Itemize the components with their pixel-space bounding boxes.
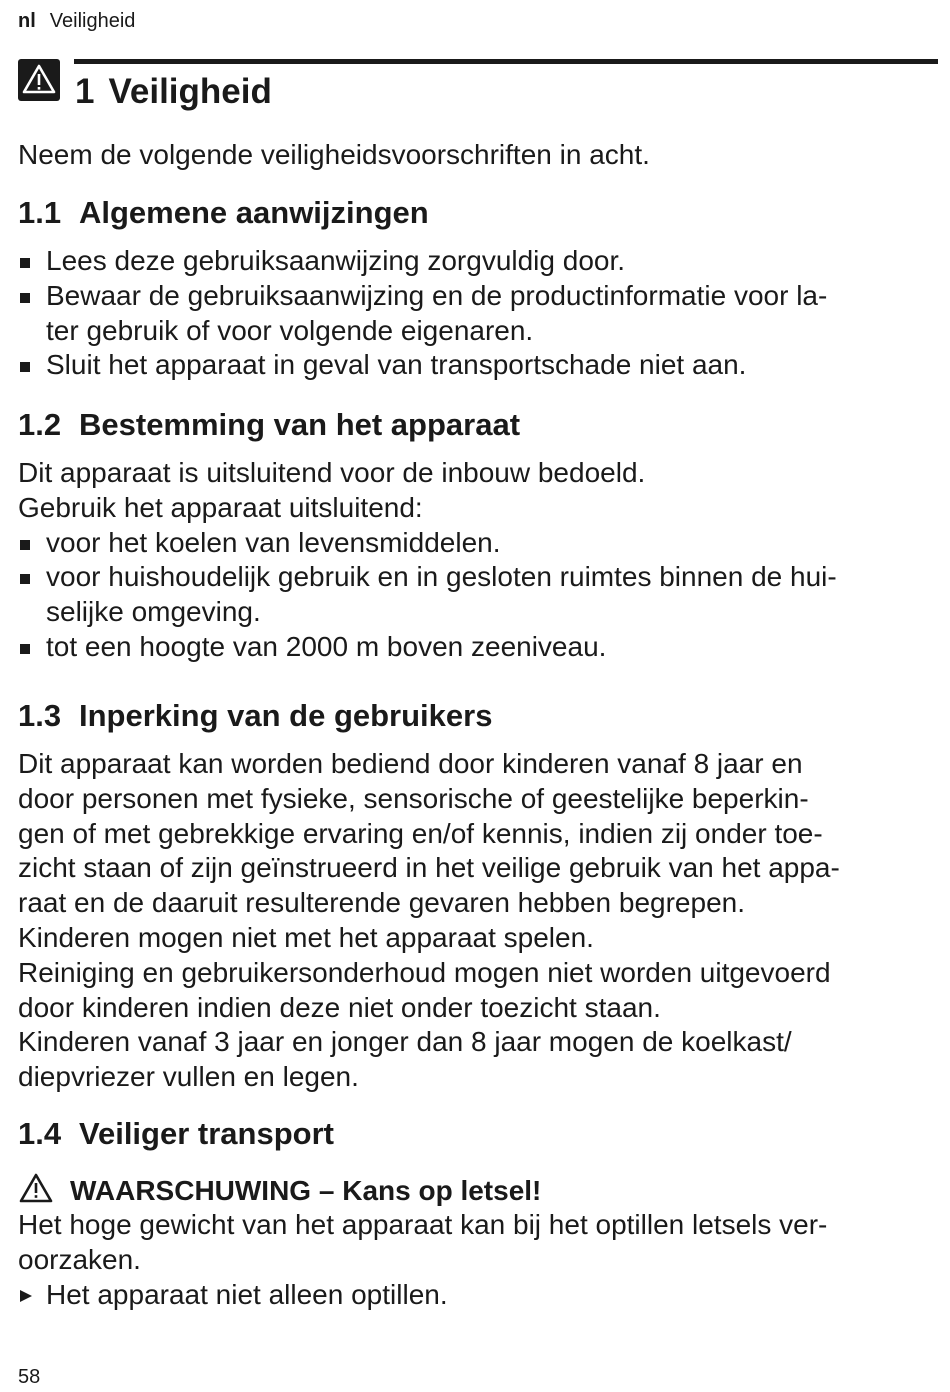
chapter-number: 1 [75,72,95,111]
text-line: Het hoge gewicht van het apparaat kan bij het optillen letsels ver- [18,1209,828,1240]
section-heading-1-1 [18,194,429,232]
intended-use-list [18,526,938,665]
general-instructions-list [18,244,938,383]
text-line: Reiniging en gebruikersonderhoud mogen niet worden uitgevoerd [18,956,831,988]
intro-text [18,138,938,173]
warning-triangle-icon [18,1172,54,1204]
text-line: raat en de daaruit resulterende gevaren hebben begrepen. [18,887,745,919]
section-number: 1.1 [18,195,62,230]
section-1-3-body [18,747,938,1095]
bullet-icon [20,362,30,372]
list-item: Lees deze gebruiksaanwijzing zorgvuldig door. [18,244,938,279]
warning-triangle-icon [18,59,60,101]
text-line: Dit apparaat kan worden bediend door kinderen vanaf 8 jaar en [18,748,803,779]
chapter-title-text: Veiligheid [108,72,272,111]
chapter-title [75,70,272,114]
section-heading-1-3 [18,697,492,735]
bullet-icon [20,293,30,303]
section-number: 1.2 [18,407,62,442]
text-line: zicht staan of zijn geïnstrueerd in het veilige gebruik van het appa- [18,852,840,884]
section-title: Bestemming van het apparaat [79,407,521,442]
running-header [18,10,135,33]
warning-heading [18,1172,541,1209]
chapter-rule [74,59,938,64]
list-item: Sluit het apparaat in geval van transportschade niet aan. [18,348,938,383]
paragraph: Gebruik het apparaat uitsluitend: [18,491,423,523]
section-1-4-body [18,1208,938,1312]
list-item: voor huishoudelijk gebruik en in gesloten ruimtes binnen de hui- selijke omgeving. [18,560,938,630]
section-heading-1-2 [18,406,520,444]
section-title: Inperking van de gebruikers [79,698,493,733]
page-number: 58 [18,1366,41,1388]
paragraph: Dit apparaat is uitsluitend voor de inbouw bedoeld. [18,457,646,488]
running-header-section: Veiligheid [49,10,136,32]
text-line: door personen met fysieke, sensorische of geestelijke beperkin- [18,782,809,814]
warning-text: WAARSCHUWING – Kans op letsel! [70,1175,542,1206]
section-1-1-body [18,244,938,383]
action-list [18,1278,938,1313]
intro-paragraph: Neem de volgende veiligheidsvoorschriften in acht. [18,139,650,170]
bullet-icon [20,574,30,584]
text-line: Kinderen mogen niet met het apparaat spelen. [18,921,594,953]
bullet-icon [20,540,30,550]
text-line: door kinderen indien deze niet onder toezicht staan. [18,991,661,1023]
arrow-right-icon [20,1290,32,1302]
text-line: gen of met gebrekkige ervaring en/of kennis, indien zij onder toe- [18,817,823,849]
section-title: Algemene aanwijzingen [79,195,429,230]
list-item: voor het koelen van levensmiddelen. [18,526,938,561]
bullet-icon [20,258,30,268]
text-line: Kinderen vanaf 3 jaar en jonger dan 8 jaar mogen de koelkast/ [18,1026,792,1058]
section-title: Veiliger transport [79,1116,334,1151]
text-line: diepvriezer vullen en legen. [18,1061,359,1093]
section-number: 1.4 [18,1116,62,1151]
list-item: tot een hoogte van 2000 m boven zeeniveau. [18,630,938,665]
language-code: nl [18,10,36,32]
list-item: Bewaar de gebruiksaanwijzing en de productinformatie voor la- ter gebruik of voor volgende eigenaren. [18,279,938,349]
bullet-icon [20,644,30,654]
action-item: Het apparaat niet alleen optillen. [18,1278,938,1313]
section-1-2-body [18,456,938,665]
section-number: 1.3 [18,698,62,733]
section-heading-1-4 [18,1115,334,1153]
text-line: oorzaken. [18,1243,141,1275]
